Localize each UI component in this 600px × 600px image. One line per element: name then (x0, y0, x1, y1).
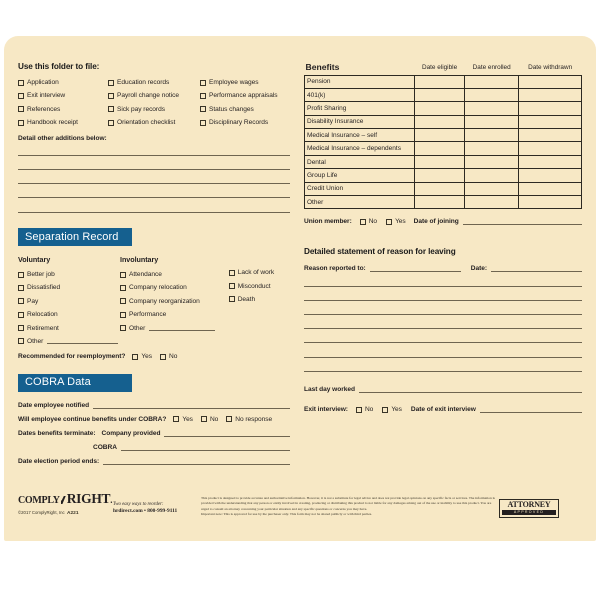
cell-date-eligible[interactable] (415, 196, 465, 209)
table-row: Medical Insurance – dependents (305, 142, 582, 155)
cell-date-withdrawn[interactable] (519, 115, 582, 128)
brand-comply-text: COMPLY (18, 495, 60, 506)
separation-banner: Separation Record (18, 228, 132, 246)
reason-heading: Detailed statement of reason for leaving (304, 247, 456, 257)
write-line[interactable] (18, 169, 290, 170)
cell-date-withdrawn[interactable] (519, 102, 582, 115)
table-row: Medical Insurance – self (305, 129, 582, 142)
checkbox-exit-interview[interactable]: Exit interview (18, 92, 108, 99)
checkbox-relocation[interactable]: Relocation (18, 311, 100, 318)
file-folder (4, 36, 596, 541)
checkbox-involuntary-other[interactable]: Other (120, 325, 215, 332)
reorder-heading: Two easy ways to reorder: (113, 502, 164, 507)
cobra-banner: COBRA Data (18, 374, 132, 392)
checkbox-performance[interactable]: Performance (120, 311, 215, 318)
reason-date-label: Date: (470, 265, 487, 273)
table-row: 401(k) (305, 88, 582, 101)
cobra-company-provided-input[interactable] (164, 431, 290, 437)
write-line[interactable] (304, 342, 582, 343)
checkbox-union-yes[interactable] (386, 219, 392, 225)
benefits-table (304, 62, 582, 209)
checkbox-box[interactable] (200, 120, 206, 126)
involuntary-other-input[interactable] (149, 325, 214, 331)
cell-date-eligible[interactable] (415, 182, 465, 195)
checkbox-box[interactable] (18, 93, 24, 99)
cobra-election-label: Date election period ends: (18, 457, 100, 465)
file-checkbox-grid (18, 79, 290, 133)
checkbox-box[interactable] (18, 298, 24, 304)
reorder-block (113, 491, 201, 514)
checkbox-box[interactable] (18, 80, 24, 86)
checkbox-box[interactable] (229, 270, 235, 276)
cell-date-eligible[interactable] (415, 115, 465, 128)
union-member-row: Union member: No Yes Date of joining (304, 218, 582, 225)
cell-date-withdrawn[interactable] (519, 169, 582, 182)
cell-date-enrolled[interactable] (465, 88, 519, 101)
legal-paragraph: This product is designed to provide accurate and authoritative information. However, it is not a substitute for legal advice and does not provide legal opinions on any specific facts or services. The information is provided with the understanding that any person or entity involved in creating, producing or distributing this product is not liable for any damages arising out of the use or inability to use this product. You are urged to consult an attorney concerning your particular situation and any specific questions or concerns you may have. (201, 496, 495, 511)
checkbox-dissatisfied[interactable]: Dissatisfied (18, 284, 100, 291)
seal-attorney-text: ATTORNEY (507, 500, 551, 509)
checkbox-retirement[interactable]: Retirement (18, 325, 100, 332)
checkbox-reemployment-no[interactable] (160, 354, 166, 360)
cell-date-enrolled[interactable] (465, 196, 519, 209)
write-line[interactable] (304, 314, 582, 315)
checkmark-icon (60, 495, 67, 504)
checkbox-attendance[interactable]: Attendance (120, 271, 215, 278)
benefits-heading: Benefits (305, 62, 340, 72)
detail-additions-label: Detail other additions below: (18, 134, 107, 142)
cobra-cobra-input[interactable] (121, 445, 290, 451)
involuntary-right-column (229, 255, 290, 351)
checkbox-handbook-receipt[interactable]: Handbook receipt (18, 119, 108, 126)
cell-date-eligible[interactable] (415, 88, 465, 101)
detail-additions-lines (18, 155, 290, 213)
cell-date-eligible[interactable] (415, 142, 465, 155)
checkbox-box[interactable] (18, 106, 24, 112)
brand-block (18, 491, 113, 516)
checkbox-box[interactable] (18, 325, 24, 331)
cell-date-eligible[interactable] (415, 75, 465, 88)
cobra-election-input[interactable] (103, 459, 290, 465)
checkbox-cobra-no-response[interactable] (226, 416, 232, 422)
cobra-date-notified-input[interactable] (93, 403, 290, 409)
checkbox-union-no[interactable] (360, 219, 366, 225)
benefits-col-date-enrolled: Date enrolled (472, 63, 511, 71)
reason-lines (304, 286, 582, 372)
separation-columns (18, 255, 290, 351)
table-row: Disability Insurance (305, 115, 582, 128)
file-section-heading: Use this folder to file: (18, 62, 100, 71)
cell-date-withdrawn[interactable] (519, 155, 582, 168)
checkbox-payroll-change-notice[interactable]: Payroll change notice (108, 92, 200, 99)
write-line[interactable] (304, 371, 582, 372)
reason-reported-to-label: Reason reported to: (304, 265, 366, 273)
write-line[interactable] (18, 212, 290, 213)
copyright-line (18, 510, 113, 516)
cell-date-eligible[interactable] (415, 169, 465, 182)
checkbox-cobra-no[interactable] (201, 416, 207, 422)
brand-right-text: RIGHT (66, 491, 111, 506)
checkbox-box[interactable] (200, 106, 206, 112)
checkbox-box[interactable] (108, 106, 114, 112)
exit-date-label: Date of exit interview (410, 405, 476, 413)
cell-date-enrolled[interactable] (465, 169, 519, 182)
cell-date-eligible[interactable] (415, 155, 465, 168)
checkbox-box[interactable] (108, 93, 114, 99)
checkbox-box[interactable] (200, 80, 206, 86)
item-code: A221 (67, 511, 79, 516)
checkbox-box[interactable] (18, 312, 24, 318)
checkbox-lack-of-work[interactable]: Lack of work (229, 269, 290, 276)
cobra-section (18, 372, 290, 465)
checkbox-status-changes[interactable]: Status changes (200, 106, 290, 113)
cell-date-withdrawn[interactable] (519, 182, 582, 195)
cobra-election-row (18, 458, 290, 465)
cell-date-withdrawn[interactable] (519, 88, 582, 101)
file-checkbox-column-2 (108, 79, 200, 133)
checkbox-box[interactable] (18, 272, 24, 278)
reason-section (304, 247, 582, 412)
cell-date-enrolled[interactable] (465, 142, 519, 155)
reemployment-label: Recommended for reemployment? (18, 353, 126, 361)
cell-date-withdrawn[interactable] (519, 129, 582, 142)
checkbox-misconduct[interactable]: Misconduct (229, 283, 290, 290)
write-line[interactable] (18, 183, 290, 184)
write-line[interactable] (304, 286, 582, 287)
checkbox-application[interactable]: Application (18, 79, 108, 86)
reason-date-input[interactable] (491, 266, 582, 272)
last-day-worked-row (304, 386, 582, 393)
write-line[interactable] (304, 328, 582, 329)
write-line[interactable] (18, 197, 290, 198)
union-member-label: Union member: (304, 218, 352, 226)
cobra-terminate-label: Dates benefits terminate: (18, 429, 96, 437)
reorder-detail[interactable]: hrdirect.com • 800-999-9111 (113, 508, 178, 514)
checkbox-death[interactable]: Death (229, 296, 290, 303)
checkbox-disciplinary-records[interactable]: Disciplinary Records (200, 119, 290, 126)
cell-date-enrolled[interactable] (465, 75, 519, 88)
cobra-terminate-cobra-row (18, 444, 290, 451)
reemployment-row: Recommended for reemployment? Yes No (18, 353, 178, 361)
reason-reported-to-row (304, 265, 582, 272)
footer (18, 491, 584, 518)
legal-important-note: Important note: This is approved for use by the purchaser only. This form may not be shared publicly or with third parties. (201, 512, 373, 517)
voluntary-heading: Voluntary (18, 255, 51, 264)
cobra-terminate-company-row (18, 430, 290, 437)
checkbox-sick-pay-records[interactable]: Sick pay records (108, 106, 200, 113)
write-line[interactable] (304, 357, 582, 358)
benefits-header-row (305, 62, 582, 75)
reason-reported-to-input[interactable] (370, 266, 461, 272)
separation-section (18, 227, 290, 361)
last-day-worked-label: Last day worked (304, 385, 355, 393)
checkbox-box[interactable] (229, 283, 235, 289)
cell-date-eligible[interactable] (415, 102, 465, 115)
seal-approved-text: APPROVED (502, 510, 556, 515)
checkbox-reemployment-yes[interactable] (132, 354, 138, 360)
benefits-col-date-eligible: Date eligible (421, 63, 458, 71)
checkbox-box[interactable] (18, 285, 24, 291)
table-row: Credit Union (305, 182, 582, 195)
voluntary-other-input[interactable] (47, 338, 118, 344)
checkbox-pay[interactable]: Pay (18, 298, 100, 305)
union-date-input[interactable] (463, 219, 582, 225)
checkbox-box[interactable] (120, 298, 126, 304)
checkbox-box[interactable] (120, 325, 126, 331)
table-row: Dental (305, 155, 582, 168)
checkbox-box[interactable] (120, 285, 126, 291)
checkbox-voluntary-other[interactable]: Other (18, 338, 118, 345)
copyright-text: ©2017 ComplyRight, Inc (18, 510, 65, 515)
cell-date-withdrawn[interactable] (519, 196, 582, 209)
involuntary-column (120, 255, 215, 351)
checkbox-company-reorganization[interactable]: Company reorganization (120, 298, 215, 305)
voluntary-column (18, 255, 100, 351)
checkbox-employee-wages[interactable]: Employee wages (200, 79, 290, 86)
checkbox-cobra-yes[interactable] (173, 416, 179, 422)
last-day-worked-input[interactable] (359, 387, 582, 393)
checkbox-references[interactable]: References (18, 106, 108, 113)
complyright-logo: COMPLY RIGHT. (18, 491, 113, 506)
left-column (18, 62, 290, 465)
cobra-continue-row: Will employee continue benefits under COBRA? Yes No No response (18, 415, 273, 423)
write-line[interactable] (304, 300, 582, 301)
cell-date-eligible[interactable] (415, 129, 465, 142)
cell-date-enrolled[interactable] (465, 129, 519, 142)
checkbox-company-relocation[interactable]: Company relocation (120, 284, 215, 291)
cobra-company-provided-label: Company provided (101, 429, 161, 437)
cell-date-withdrawn[interactable] (519, 142, 582, 155)
right-column (304, 62, 582, 413)
checkbox-box[interactable] (18, 338, 24, 344)
checkbox-box[interactable] (108, 120, 114, 126)
seal-block (499, 491, 561, 518)
checkbox-box[interactable] (200, 93, 206, 99)
cobra-date-notified-row (18, 402, 290, 409)
union-date-label: Date of joining (413, 218, 459, 226)
checkbox-box[interactable] (18, 120, 24, 126)
benefits-col-date-withdrawn: Date withdrawn (528, 63, 573, 71)
checkbox-better-job[interactable]: Better job (18, 271, 100, 278)
checkbox-box[interactable] (229, 296, 235, 302)
checkbox-box[interactable] (108, 80, 114, 86)
cell-date-enrolled[interactable] (465, 155, 519, 168)
file-checkbox-column-1 (18, 79, 108, 133)
exit-date-input[interactable] (480, 407, 582, 413)
exit-interview-label: Exit interview: (304, 405, 348, 413)
checkbox-exit-no[interactable] (356, 407, 362, 413)
attorney-approved-seal (499, 499, 559, 518)
checkbox-exit-yes[interactable] (382, 407, 388, 413)
cell-date-enrolled[interactable] (465, 182, 519, 195)
checkbox-orientation-checklist[interactable]: Orientation checklist (108, 119, 200, 126)
cell-date-enrolled[interactable] (465, 115, 519, 128)
cell-date-withdrawn[interactable] (519, 75, 582, 88)
cell-date-enrolled[interactable] (465, 102, 519, 115)
cobra-cobra-label: COBRA (93, 443, 117, 451)
file-checkbox-column-3 (200, 79, 290, 133)
checkbox-box[interactable] (120, 312, 126, 318)
table-row: Pension (305, 75, 582, 88)
checkbox-performance-appraisals[interactable]: Performance appraisals (200, 92, 290, 99)
exit-interview-row: Exit interview: No Yes Date of exit interview (304, 406, 582, 413)
cobra-continue-label: Will employee continue benefits under COBRA? (18, 415, 167, 423)
table-row: Group Life (305, 169, 582, 182)
checkbox-education-records[interactable]: Education records (108, 79, 200, 86)
table-row: Other (305, 196, 582, 209)
legal-block (201, 491, 499, 518)
table-row: Profit Sharing (305, 102, 582, 115)
write-line[interactable] (18, 155, 290, 156)
involuntary-heading: Involuntary (120, 255, 159, 264)
cobra-date-notified-label: Date employee notified (18, 401, 90, 409)
checkbox-box[interactable] (120, 272, 126, 278)
